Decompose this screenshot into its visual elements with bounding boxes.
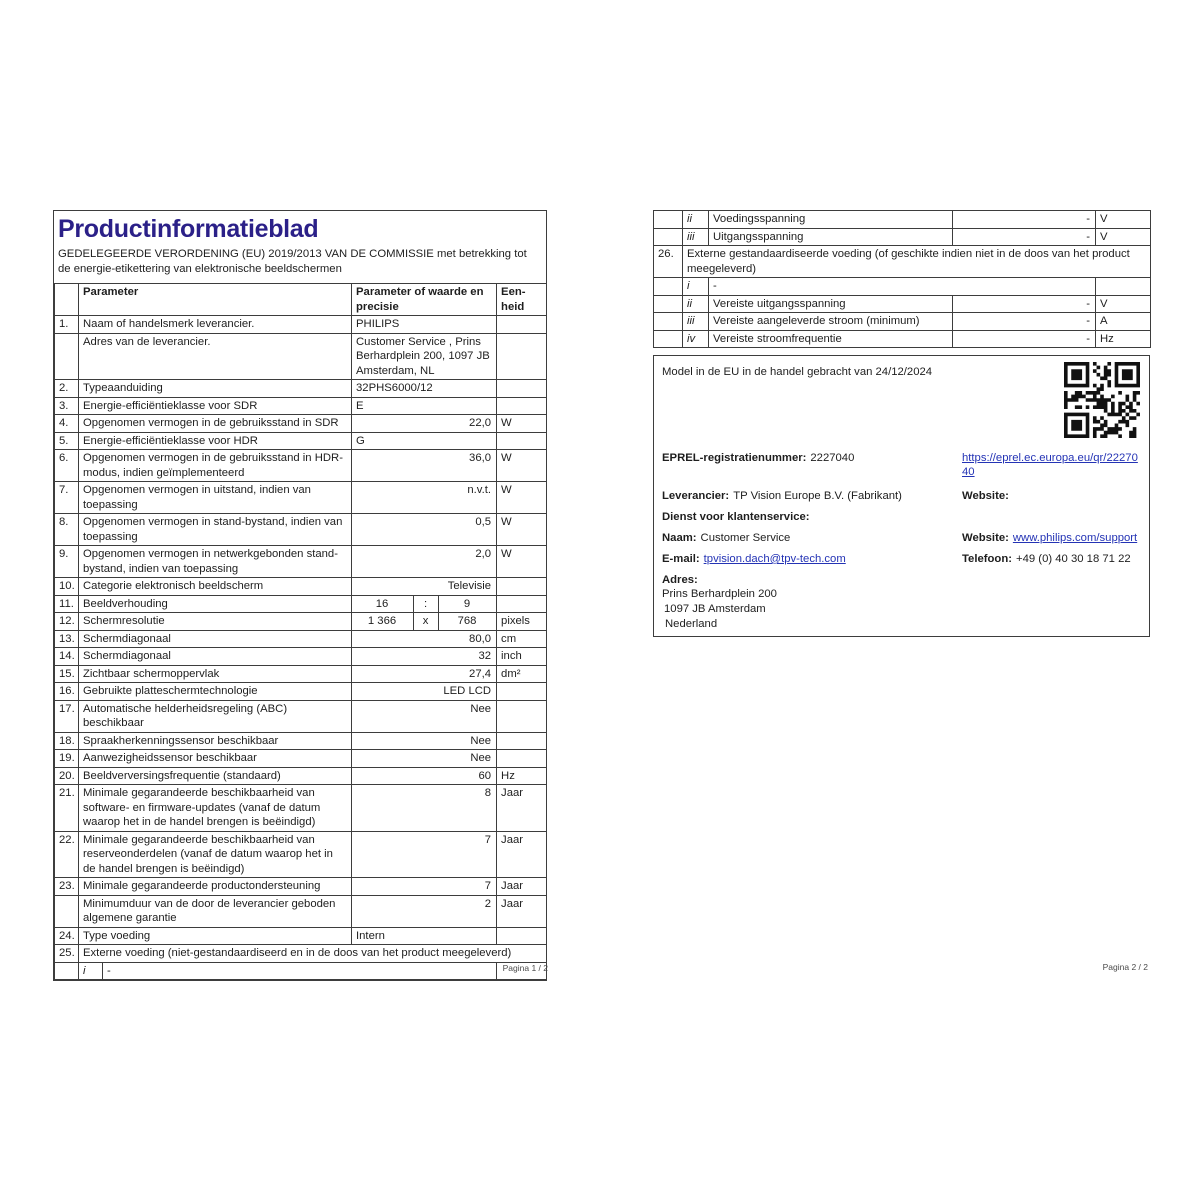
row-label: Minimale gegarandeerde beschikbaarheid van software- en firmware-updates (vanaf de datum waarop het in de handel brengen is beëindigd) xyxy=(79,785,352,832)
page1-footer: Pagina 1 / 2 xyxy=(502,963,548,973)
row-value: 80,0 xyxy=(352,630,497,648)
table-row xyxy=(55,945,547,963)
row-label: Opgenomen vermogen in stand-bystand, indien van toepassing xyxy=(79,514,352,546)
row-value: LED LCD xyxy=(352,683,497,701)
table-row xyxy=(55,333,547,380)
row-unit xyxy=(497,432,547,450)
row-label: Externe gestandaardiseerde voeding (of geschikte indien niet in de doos van het product meegeleverd) xyxy=(683,246,1151,278)
row-number: 23. xyxy=(55,878,79,896)
eprel-field xyxy=(662,451,962,479)
name-value: Customer Service xyxy=(700,532,791,544)
row-number: 2. xyxy=(55,380,79,398)
row-label: Minimale gegarandeerde beschikbaarheid van reserveonderdelen (vanaf de datum waarop het in de handel brengen is beëindigd) xyxy=(79,831,352,878)
table-row xyxy=(55,432,547,450)
row-unit: Jaar xyxy=(497,895,547,927)
eprel-label: EPREL-registratienummer: xyxy=(662,452,807,464)
table-row xyxy=(654,313,1151,331)
row-label: Vereiste stroomfrequentie xyxy=(709,330,953,348)
support-website-label: Website: xyxy=(962,532,1009,544)
row-label: Typeaanduiding xyxy=(79,380,352,398)
table-row xyxy=(55,482,547,514)
row-unit: W xyxy=(497,415,547,433)
page1-header-block xyxy=(54,211,546,283)
row-number: 26. xyxy=(654,246,683,278)
table-row xyxy=(55,665,547,683)
supplier-field xyxy=(662,489,962,503)
row-label: Minimumduur van de door de leverancier geboden algemene garantie xyxy=(79,895,352,927)
row-unit: V xyxy=(1096,295,1151,313)
eprel-row xyxy=(662,451,1141,479)
row-label: Categorie elektronisch beeldscherm xyxy=(79,578,352,596)
row-value: 60 xyxy=(352,767,497,785)
table-row xyxy=(55,415,547,433)
row-value: - xyxy=(953,228,1096,246)
row-label: Automatische helderheidsregeling (ABC) beschikbaar xyxy=(79,700,352,732)
row-number: 3. xyxy=(55,397,79,415)
row-unit xyxy=(497,750,547,768)
row-roman: ii xyxy=(683,211,709,229)
table-row xyxy=(654,330,1151,348)
table-row xyxy=(654,278,1151,296)
supplier-value: TP Vision Europe B.V. (Fabrikant) xyxy=(733,490,902,502)
row-label: Schermdiagonaal xyxy=(79,630,352,648)
row-unit: inch xyxy=(497,648,547,666)
eprel-value: 2227040 xyxy=(810,452,855,464)
row-unit xyxy=(497,380,547,398)
row-value: E xyxy=(352,397,497,415)
supplier-row xyxy=(662,489,1141,503)
phone-value: +49 (0) 40 30 18 71 22 xyxy=(1016,553,1131,565)
table-row xyxy=(55,927,547,945)
row-value-second: 9 xyxy=(439,595,497,613)
regulation-subtitle: GEDELEGEERDE VERORDENING (EU) 2019/2013 VAN DE COMMISSIE met betrekking tot de energie-etikettering van elektronische beeldschermen xyxy=(58,248,527,275)
row-unit: Hz xyxy=(497,767,547,785)
row-number: 6. xyxy=(55,450,79,482)
parameters-table-page1 xyxy=(54,283,547,980)
eprel-link-cell xyxy=(962,451,1141,479)
email-row xyxy=(662,552,1141,566)
row-unit: cm xyxy=(497,630,547,648)
row-number: 12. xyxy=(55,613,79,631)
row-number xyxy=(654,211,683,229)
row-unit: W xyxy=(497,514,547,546)
row-number: 17. xyxy=(55,700,79,732)
address-line-2: 1097 JB Amsterdam xyxy=(664,603,766,615)
row-label: Adres van de leverancier. xyxy=(79,333,352,380)
row-number: 8. xyxy=(55,514,79,546)
row-number: 21. xyxy=(55,785,79,832)
row-value-separator: x xyxy=(414,613,439,631)
row-unit: Hz xyxy=(1096,330,1151,348)
qr-code xyxy=(1064,362,1140,438)
row-value: PHILIPS xyxy=(352,316,497,334)
row-label: Type voeding xyxy=(79,927,352,945)
row-unit xyxy=(497,578,547,596)
table-row xyxy=(55,732,547,750)
address-line-1: Prins Berhardplein 200 xyxy=(662,588,777,600)
row-value: Televisie xyxy=(352,578,497,596)
row-label: Beeldverversingsfrequentie (standaard) xyxy=(79,767,352,785)
row-value: Nee xyxy=(352,732,497,750)
table-row xyxy=(55,683,547,701)
row-number: 14. xyxy=(55,648,79,666)
page2-footer: Pagina 2 / 2 xyxy=(1102,962,1148,972)
table-row xyxy=(55,595,547,613)
address-label: Adres: xyxy=(662,574,698,586)
table-row xyxy=(55,878,547,896)
row-value: 7 xyxy=(352,878,497,896)
row-unit: Jaar xyxy=(497,878,547,896)
row-label: Opgenomen vermogen in netwerkgebonden stand-bystand, indien van toepassing xyxy=(79,546,352,578)
table-row xyxy=(55,316,547,334)
row-number: 4. xyxy=(55,415,79,433)
parameters-table-page2 xyxy=(653,210,1151,348)
address-line-3: Nederland xyxy=(665,618,718,630)
table-row xyxy=(55,785,547,832)
address-heading-row xyxy=(662,573,1141,587)
row-value: 32 xyxy=(352,648,497,666)
table-row xyxy=(55,514,547,546)
table-row xyxy=(55,750,547,768)
row-unit: V xyxy=(1096,211,1151,229)
row-value: - xyxy=(953,295,1096,313)
row-label: Vereiste uitgangsspanning xyxy=(709,295,953,313)
row-number: 24. xyxy=(55,927,79,945)
row-number xyxy=(654,228,683,246)
support-website-link[interactable]: www.philips.com/support xyxy=(1012,532,1138,544)
table-row xyxy=(55,630,547,648)
phone-label: Telefoon: xyxy=(962,553,1012,565)
page-1 xyxy=(53,210,547,981)
row-unit: dm² xyxy=(497,665,547,683)
supplier-label: Leverancier: xyxy=(662,490,730,502)
row-roman: iii xyxy=(683,313,709,331)
row-label: Schermresolutie xyxy=(79,613,352,631)
row-number: 10. xyxy=(55,578,79,596)
support-website-field xyxy=(962,531,1141,545)
row-number: 7. xyxy=(55,482,79,514)
row-unit xyxy=(497,397,547,415)
page-2 xyxy=(653,210,1150,972)
row-value: - xyxy=(953,211,1096,229)
phone-field xyxy=(962,552,1141,566)
row-label: Externe voeding (niet-gestandaardiseerd en in de doos van het product meegeleverd) xyxy=(79,945,547,963)
table-row xyxy=(55,895,547,927)
row-value: 36,0 xyxy=(352,450,497,482)
row-value: Customer Service , Prins Berhardplein 200, 1097 JB Amsterdam, NL xyxy=(352,333,497,380)
row-number: 15. xyxy=(55,665,79,683)
table-row xyxy=(654,211,1151,229)
row-value: - xyxy=(953,313,1096,331)
row-value: 27,4 xyxy=(352,665,497,683)
row-value-separator: : xyxy=(414,595,439,613)
row-value-first: 16 xyxy=(352,595,414,613)
table-row xyxy=(55,767,547,785)
row-roman: iii xyxy=(683,228,709,246)
table-row xyxy=(55,397,547,415)
table-row xyxy=(55,578,547,596)
row-number xyxy=(654,295,683,313)
header-parameter: Parameter xyxy=(79,284,352,316)
table-row xyxy=(654,246,1151,278)
page-title: Productinformatieblad xyxy=(58,215,319,243)
row-label: Aanwezigheidssensor beschikbaar xyxy=(79,750,352,768)
supplier-info-box xyxy=(653,355,1150,637)
row-label: Opgenomen vermogen in uitstand, indien van toepassing xyxy=(79,482,352,514)
row-unit: Jaar xyxy=(497,831,547,878)
row-unit xyxy=(497,316,547,334)
row-roman: i xyxy=(79,962,103,980)
name-label: Naam: xyxy=(662,532,697,544)
row-unit xyxy=(497,595,547,613)
table-row xyxy=(55,450,547,482)
row-number: 19. xyxy=(55,750,79,768)
row-value: G xyxy=(352,432,497,450)
name-field xyxy=(662,531,962,545)
row-label: Schermdiagonaal xyxy=(79,648,352,666)
row-label: Gebruikte platteschermtechnologie xyxy=(79,683,352,701)
row-unit: A xyxy=(1096,313,1151,331)
website-label: Website: xyxy=(962,490,1009,502)
row-label: Opgenomen vermogen in de gebruiksstand in HDR-modus, indien geïmplementeerd xyxy=(79,450,352,482)
row-value: 2 xyxy=(352,895,497,927)
row-number: 13. xyxy=(55,630,79,648)
row-unit xyxy=(497,732,547,750)
row-number xyxy=(654,330,683,348)
header-value: Parameter of waarde en precisie xyxy=(352,284,497,316)
row-number: 25. xyxy=(55,945,79,963)
row-value: 7 xyxy=(352,831,497,878)
table-row xyxy=(654,228,1151,246)
row-label: Beeldverhouding xyxy=(79,595,352,613)
row-label: Uitgangsspanning xyxy=(709,228,953,246)
table-row xyxy=(55,613,547,631)
row-value: Nee xyxy=(352,750,497,768)
table-row xyxy=(55,831,547,878)
row-number: 9. xyxy=(55,546,79,578)
row-unit: W xyxy=(497,450,547,482)
row-number xyxy=(55,895,79,927)
row-label: Energie-efficiëntieklasse voor HDR xyxy=(79,432,352,450)
row-label: Vereiste aangeleverde stroom (minimum) xyxy=(709,313,953,331)
row-number xyxy=(55,962,79,980)
row-number: 5. xyxy=(55,432,79,450)
row-unit: Jaar xyxy=(497,785,547,832)
email-label: E-mail: xyxy=(662,553,700,565)
row-number xyxy=(55,333,79,380)
row-value: 22,0 xyxy=(352,415,497,433)
row-label: Voedingsspanning xyxy=(709,211,953,229)
row-label: Minimale gegarandeerde productondersteuning xyxy=(79,878,352,896)
table-row xyxy=(654,295,1151,313)
row-unit xyxy=(1096,278,1151,296)
header-unit: Een-heid xyxy=(497,284,547,316)
eprel-link[interactable]: https://eprel.ec.europa.eu/qr/2227040 xyxy=(962,452,1138,478)
row-number: 18. xyxy=(55,732,79,750)
row-value: - xyxy=(709,278,1096,296)
email-field xyxy=(662,552,962,566)
row-value: 32PHS6000/12 xyxy=(352,380,497,398)
row-roman: iv xyxy=(683,330,709,348)
row-unit: V xyxy=(1096,228,1151,246)
row-unit xyxy=(497,700,547,732)
table-row xyxy=(55,648,547,666)
row-value: 8 xyxy=(352,785,497,832)
row-value: Intern xyxy=(352,927,497,945)
row-number: 22. xyxy=(55,831,79,878)
row-value: 2,0 xyxy=(352,546,497,578)
row-label: Spraakherkenningssensor beschikbaar xyxy=(79,732,352,750)
row-number: 20. xyxy=(55,767,79,785)
table-row xyxy=(55,700,547,732)
row-value: Nee xyxy=(352,700,497,732)
row-number: 11. xyxy=(55,595,79,613)
row-unit xyxy=(497,927,547,945)
row-value: - xyxy=(953,330,1096,348)
row-value: - xyxy=(103,962,497,980)
row-number: 16. xyxy=(55,683,79,701)
row-value-first: 1 366 xyxy=(352,613,414,631)
row-roman: i xyxy=(683,278,709,296)
row-value-second: 768 xyxy=(439,613,497,631)
name-row xyxy=(662,531,1141,545)
address-heading xyxy=(662,573,962,587)
row-roman: ii xyxy=(683,295,709,313)
customer-service-heading xyxy=(662,510,962,524)
row-label: Energie-efficiëntieklasse voor SDR xyxy=(79,397,352,415)
row-label: Naam of handelsmerk leverancier. xyxy=(79,316,352,334)
row-label: Opgenomen vermogen in de gebruiksstand in SDR xyxy=(79,415,352,433)
table-header-row xyxy=(55,284,547,316)
row-number: 1. xyxy=(55,316,79,334)
row-value: n.v.t. xyxy=(352,482,497,514)
row-unit: pixels xyxy=(497,613,547,631)
header-empty-cell xyxy=(55,284,79,316)
table-row xyxy=(55,380,547,398)
table-row xyxy=(55,962,547,980)
email-link[interactable]: tpvision.dach@tpv-tech.com xyxy=(703,553,846,565)
row-number xyxy=(654,313,683,331)
row-value: 0,5 xyxy=(352,514,497,546)
table-row xyxy=(55,546,547,578)
row-unit: W xyxy=(497,546,547,578)
row-label: Zichtbaar schermoppervlak xyxy=(79,665,352,683)
row-number xyxy=(654,278,683,296)
website-empty-field xyxy=(962,489,1141,503)
customer-service-label: Dienst voor klantenservice: xyxy=(662,511,810,523)
model-date-line: Model in de EU in de handel gebracht van 24/12/2024 xyxy=(662,366,933,378)
row-unit: W xyxy=(497,482,547,514)
row-unit xyxy=(497,333,547,380)
row-unit xyxy=(497,683,547,701)
customer-service-row xyxy=(662,510,1141,524)
